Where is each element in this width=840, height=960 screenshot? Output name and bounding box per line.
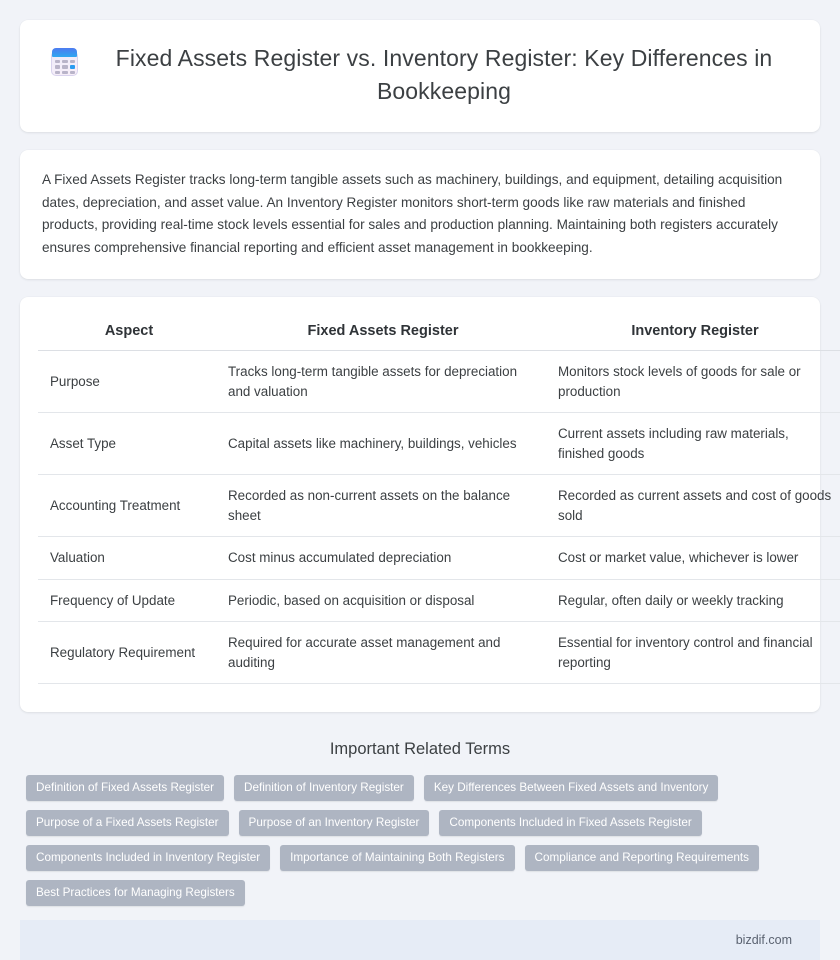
title-card (20, 20, 820, 132)
cell-fixed-assets: Cost minus accumulated depreciation (218, 537, 548, 580)
table-row (38, 413, 840, 475)
column-header-aspect: Aspect (38, 315, 218, 351)
related-term-tag[interactable]: Key Differences Between Fixed Assets and Inventory (424, 775, 719, 801)
cell-inventory: Regular, often daily or weekly tracking (548, 579, 840, 622)
related-term-tag[interactable]: Definition of Inventory Register (234, 775, 414, 801)
table-body (38, 351, 840, 684)
related-term-tag[interactable]: Components Included in Fixed Assets Register (439, 810, 701, 836)
calendar-icon (50, 48, 80, 78)
cell-inventory: Recorded as current assets and cost of goods sold (548, 475, 840, 537)
cell-aspect: Valuation (38, 537, 218, 580)
cell-aspect: Frequency of Update (38, 579, 218, 622)
related-terms-tag-cloud (26, 775, 814, 906)
cell-inventory: Monitors stock levels of goods for sale or production (548, 351, 840, 413)
cell-inventory: Cost or market value, whichever is lower (548, 537, 840, 580)
footer-site-name: bizdif.com (735, 933, 792, 947)
related-term-tag[interactable]: Purpose of a Fixed Assets Register (26, 810, 229, 836)
table-row (38, 351, 840, 413)
cell-inventory: Current assets including raw materials, finished goods (548, 413, 840, 475)
cell-fixed-assets: Recorded as non-current assets on the balance sheet (218, 475, 548, 537)
cell-aspect: Accounting Treatment (38, 475, 218, 537)
table-row (38, 475, 840, 537)
related-term-tag[interactable]: Best Practices for Managing Registers (26, 880, 245, 906)
related-term-tag[interactable]: Purpose of an Inventory Register (239, 810, 430, 836)
cell-fixed-assets: Required for accurate asset management and auditing (218, 622, 548, 684)
related-term-tag[interactable]: Compliance and Reporting Requirements (525, 845, 759, 871)
description-card (20, 150, 820, 279)
cell-fixed-assets: Periodic, based on acquisition or disposal (218, 579, 548, 622)
related-term-tag[interactable]: Components Included in Inventory Register (26, 845, 270, 871)
table-row (38, 579, 840, 622)
related-term-tag[interactable]: Definition of Fixed Assets Register (26, 775, 224, 801)
cell-fixed-assets: Capital assets like machinery, buildings, vehicles (218, 413, 548, 475)
related-terms-heading: Important Related Terms (329, 740, 511, 758)
cell-aspect: Asset Type (38, 413, 218, 475)
comparison-table-card (20, 297, 832, 712)
cell-aspect: Purpose (38, 351, 218, 413)
footer-bar (20, 920, 820, 960)
column-header-fixed-assets-register: Fixed Assets Register (218, 315, 548, 351)
cell-aspect: Regulatory Requirement (38, 622, 218, 684)
cell-fixed-assets: Tracks long-term tangible assets for depreciation and valuation (218, 351, 548, 413)
page-title: Fixed Assets Register vs. Inventory Register: Key Differences in Bookkeeping (115, 45, 773, 104)
cell-inventory: Essential for inventory control and financial reporting (548, 622, 840, 684)
table-row (38, 622, 840, 684)
column-header-inventory-register: Inventory Register (548, 315, 840, 351)
table-row (38, 537, 840, 580)
table-head (38, 315, 840, 351)
table-header-row (38, 315, 840, 351)
comparison-table (38, 315, 840, 684)
related-term-tag[interactable]: Importance of Maintaining Both Registers (280, 845, 514, 871)
description-text: A Fixed Assets Register tracks long-term tangible assets such as machinery, buildings, and equipment, detailing acquisition dates, depreciation, and asset value. An Inventory Register monitors short-term goods like raw materials and finished products, providing real-time stock levels essential for sales and production planning. Maintaining both registers accurately ensures comprehensive financial reporting and efficient asset management in bookkeeping. (42, 172, 783, 255)
related-terms-section (20, 728, 820, 906)
